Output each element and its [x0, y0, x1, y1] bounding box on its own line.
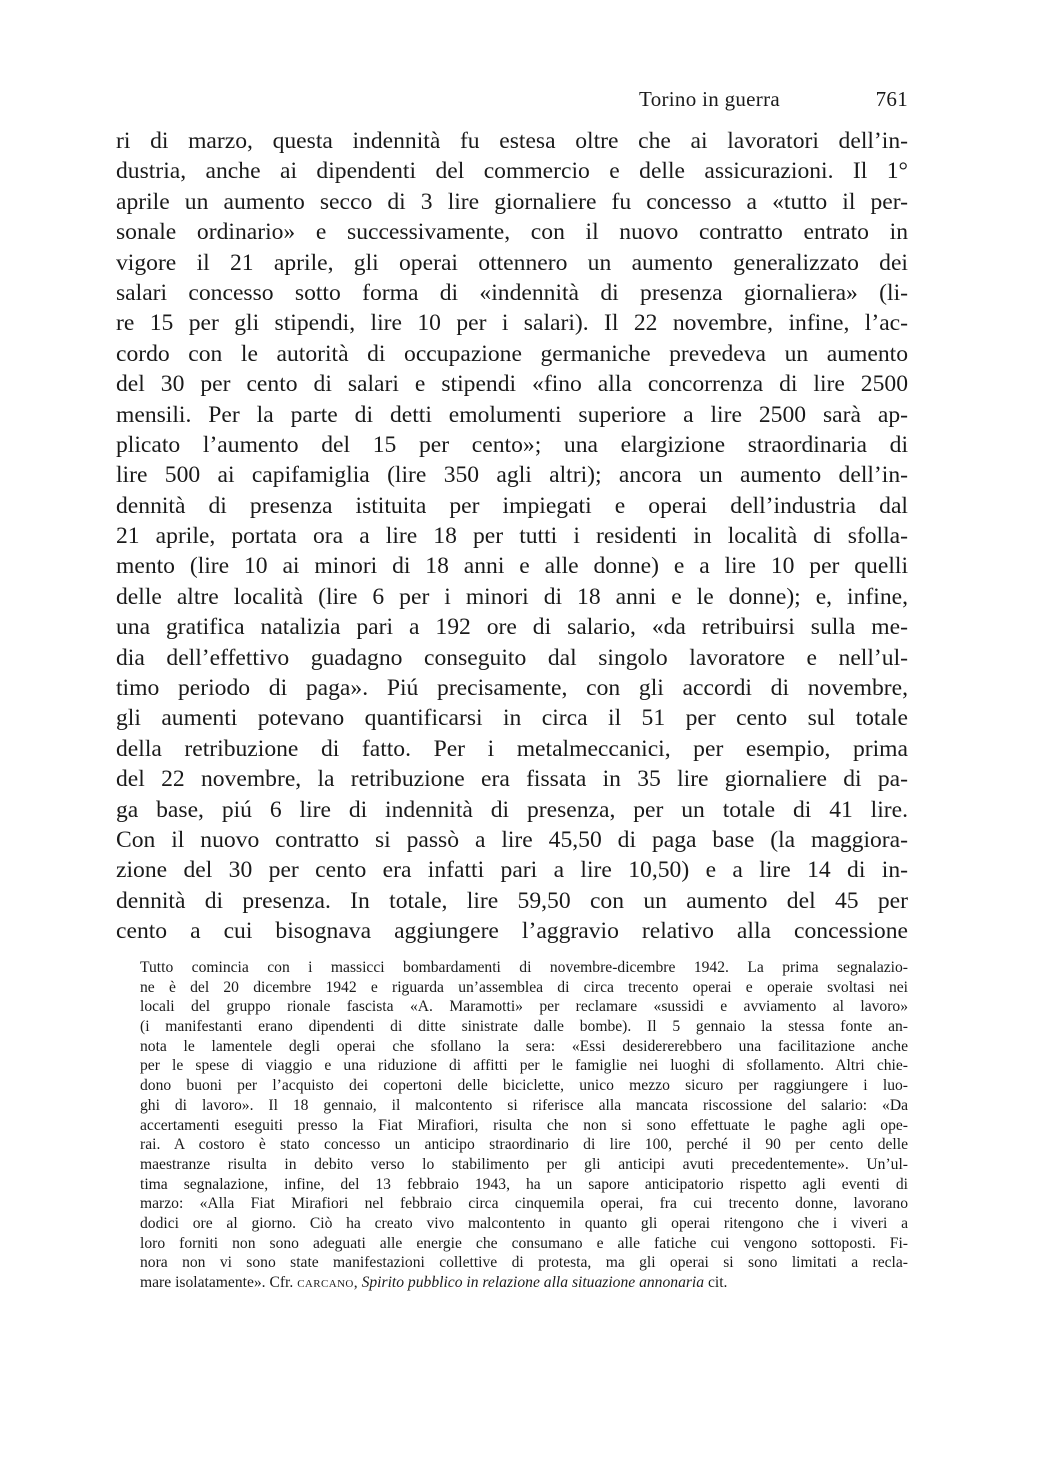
footnote-line: maestranze risulta in debito verso lo stabilimento per gli anticipi avuti precedentemente». Un’ul- [140, 1155, 908, 1173]
body-line: zione del 30 per cento era infatti pari a lire 10,50) e a lire 14 di in- [116, 857, 908, 884]
footnote-line: per le spese di viaggio e una riduzione di affitti per le famiglie nei luoghi di sfollamento. Altri chie- [140, 1057, 908, 1075]
footnote-line: loro forniti non sono adeguati alle energie che consumano e alle fatiche cui vengono sottoposti. Fi- [140, 1234, 908, 1252]
footnote-line: dono buoni per l’acquisto dei copertoni delle biciclette, unico mezzo sicuro per raggiungere i luo- [140, 1077, 908, 1095]
citation-title: Spirito pubblico in relazione alla situazione annonaria [361, 1274, 705, 1291]
body-line: lire 500 ai capifamiglia (lire 350 agli altri); ancora un aumento dell’in- [116, 462, 908, 489]
body-line: 21 aprile, portata ora a lire 18 per tutti i residenti in località di sfolla- [116, 523, 908, 550]
body-line: vigore il 21 aprile, gli operai ottennero un aumento generalizzato dei [116, 249, 908, 276]
body-line: del 22 novembre, la retribuzione era fissata in 35 lire giornaliere di pa- [116, 766, 908, 793]
footnote-line: Tutto comincia con i massicci bombardamenti di novembre-dicembre 1942. La prima segnalazio- [140, 959, 908, 976]
page-number: 761 [875, 87, 908, 111]
footnote-line: rai. A costoro è stato concesso un anticipo straordinario di lire 100, perché il 90 per cento delle [140, 1136, 908, 1154]
body-line: gli aumenti potevano quantificarsi in circa il 51 per cento sul totale [116, 705, 908, 732]
body-line: dennità di presenza istituita per impiegati e operai dell’industria dal [116, 492, 908, 519]
footnote-line: tima segnalazione, infine, del 13 febbraio 1943, ha un sapore anticipatorio rispetto agli eventi di [140, 1175, 908, 1193]
body-line: ga base, piú 6 lire di indennità di presenza, per un totale di 41 lire. [116, 796, 908, 823]
citation-author: carcano [297, 1274, 354, 1291]
body-line: ri di marzo, questa indennità fu estesa oltre che ai lavoratori dell’in- [116, 128, 908, 154]
footnote-line: dodici ore al giorno. Ciò ha creato vivo malcontento in quanto gli operai ritengono che i viveri a [140, 1214, 908, 1232]
body-line: salari concesso sotto forma di «indennità di presenza giornaliera» (li- [116, 279, 908, 306]
body-line: mensili. Per la parte di detti emolumenti superiore a lire 2500 sarà ap- [116, 401, 908, 428]
footnote-line [140, 1273, 908, 1293]
body-line: dennità di presenza. In totale, lire 59,50 con un aumento del 45 per [116, 887, 908, 914]
citation-suffix: cit. [704, 1274, 728, 1291]
footnote-line: locali del gruppo rionale fascista «A. Maramotti» per reclamare «sussidi e avviamento al lavoro» [140, 998, 908, 1016]
body-line: dia dell’effettivo guadagno conseguito dal singolo lavoratore e nell’ul- [116, 644, 908, 671]
footnote-text: mare isolatamente». Cfr. [140, 1274, 298, 1291]
footnote-line: accertamenti eseguiti presso la Fiat Mirafiori, risulta che non si sono effettuate le paghe agli ope- [140, 1116, 908, 1134]
footnote-line: nota le lamentele degli operai che sfollano la sera: «Essi desidererebbero una facilitazione anche [140, 1037, 908, 1055]
body-line: cordo con le autorità di occupazione germaniche prevedeva un aumento [116, 340, 908, 367]
body-line: dustria, anche ai dipendenti del commercio e delle assicurazioni. Il 1° [116, 158, 908, 185]
body-line: cento a cui bisognava aggiungere l’aggravio relativo alla concessione [116, 918, 908, 945]
footnote-line: ne è del 20 dicembre 1942 e riguarda un’assemblea di circa trecento operai e operaie svoltasi nei [140, 978, 908, 996]
citation-separator: , [353, 1274, 362, 1291]
body-line: aprile un aumento secco di 3 lire giornaliere fu concesso a «tutto il per- [116, 188, 908, 215]
footnote [140, 958, 908, 1293]
body-line: delle altre località (lire 6 per i minori di 18 anni e le donne); e, infine, [116, 583, 908, 610]
body-line: della retribuzione di fatto. Per i metalmeccanici, per esempio, prima [116, 735, 908, 762]
body-line: mento (lire 10 ai minori di 18 anni e alle donne) e a lire 10 per quelli [116, 553, 908, 580]
body-line: re 15 per gli stipendi, lire 10 per i salari). Il 22 novembre, infine, l’ac- [116, 310, 908, 337]
body-line: del 30 per cento di salari e stipendi «fino alla concorrenza di lire 2500 [116, 371, 908, 398]
body-line: sonale ordinario» e successivamente, con il nuovo contratto entrato in [116, 219, 908, 246]
footnote-line: ghi di lavoro». Il 18 gennaio, il malcontento si riferisce alla mancata riscossione del salario: «Da [140, 1096, 908, 1114]
body-line: Con il nuovo contratto si passò a lire 45,50 di paga base (la maggiora- [116, 826, 908, 853]
running-head [116, 84, 908, 114]
body-line: una gratifica natalizia pari a 192 ore di salario, «da retribuirsi sulla me- [116, 614, 908, 641]
body-text [116, 126, 908, 947]
footnote-line: nora non vi sono state manifestazioni collettive di protesta, ma gli operai si sono limitati a recla- [140, 1254, 908, 1272]
footnote-line: (i manifestanti erano dipendenti di ditte sinistrate dalle bombe). Il 5 gennaio la stessa fonte an- [140, 1018, 908, 1036]
body-line: plicato l’aumento del 15 per cento»; una elargizione straordinaria di [116, 431, 908, 458]
running-title: Torino in guerra [639, 87, 780, 111]
body-line: timo periodo di paga». Piú precisamente, con gli accordi di novembre, [116, 675, 908, 702]
footnote-line: marzo: «Alla Fiat Mirafiori nel febbraio circa cinquemila operai, fra cui trecento donne, lavorano [140, 1195, 908, 1213]
